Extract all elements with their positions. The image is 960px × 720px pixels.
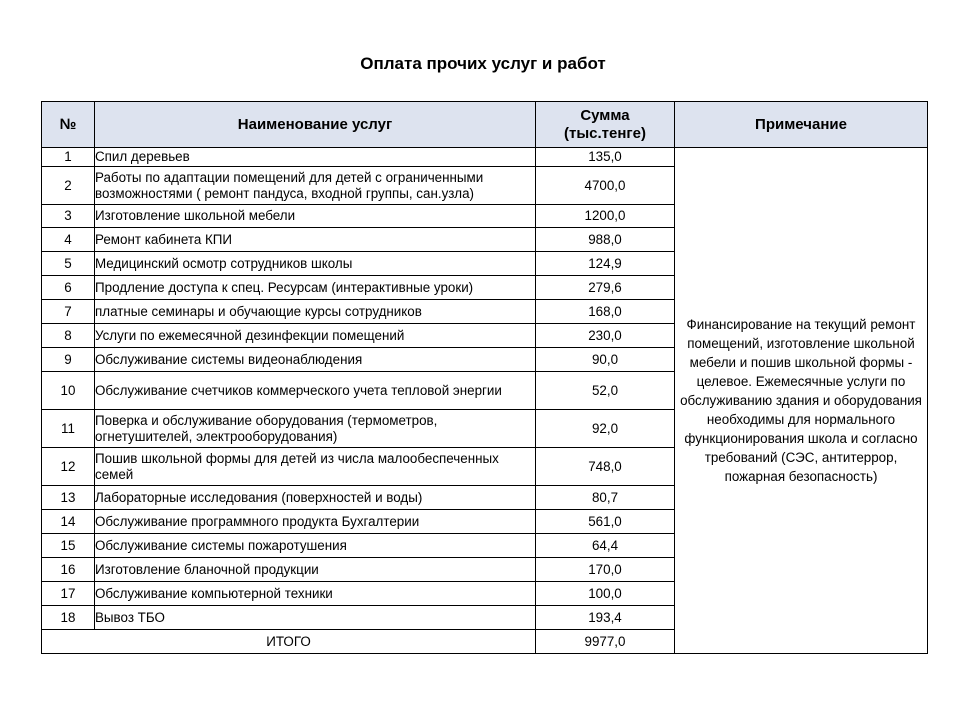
row-name: Обслуживание системы пожаротушения (95, 534, 536, 558)
row-sum: 124,9 (536, 252, 675, 276)
row-num: 7 (42, 300, 95, 324)
row-sum: 193,4 (536, 606, 675, 630)
row-name: Лабораторные исследования (поверхностей и воды) (95, 486, 536, 510)
row-num: 13 (42, 486, 95, 510)
row-num: 18 (42, 606, 95, 630)
row-sum: 80,7 (536, 486, 675, 510)
row-name: Медицинский осмотр сотрудников школы (95, 252, 536, 276)
row-name: Изготовление школьной мебели (95, 205, 536, 228)
row-name: Обслуживание счетчиков коммерческого учета тепловой энергии (95, 372, 536, 410)
row-num: 10 (42, 372, 95, 410)
row-num: 5 (42, 252, 95, 276)
row-name: Вывоз ТБО (95, 606, 536, 630)
row-sum: 52,0 (536, 372, 675, 410)
row-sum: 92,0 (536, 410, 675, 448)
total-sum: 9977,0 (536, 630, 675, 654)
row-sum: 561,0 (536, 510, 675, 534)
row-sum: 135,0 (536, 148, 675, 167)
row-sum: 1200,0 (536, 205, 675, 228)
table-header-row (42, 102, 928, 148)
row-sum: 90,0 (536, 348, 675, 372)
note-cell: Финансирование на текущий ремонт помещений, изготовление школьной мебели и пошив школьной формы - целевое. Ежемесячные услуги по обслуживанию здания и оборудования необходимы для нормального функционирования школа и согласно требований (СЭС, антитеррор, пожарная безопасность) (675, 148, 928, 654)
total-label: ИТОГО (42, 630, 536, 654)
row-num: 17 (42, 582, 95, 606)
header-name: Наименование услуг (95, 102, 536, 148)
row-name: Спил деревьев (95, 148, 536, 167)
row-sum: 279,6 (536, 276, 675, 300)
row-sum: 4700,0 (536, 167, 675, 205)
row-num: 12 (42, 448, 95, 486)
row-num: 14 (42, 510, 95, 534)
row-sum: 748,0 (536, 448, 675, 486)
row-name: Услуги по ежемесячной дезинфекции помещений (95, 324, 536, 348)
row-num: 6 (42, 276, 95, 300)
header-note: Примечание (675, 102, 928, 148)
row-num: 2 (42, 167, 95, 205)
row-num: 11 (42, 410, 95, 448)
table-row (42, 148, 928, 167)
row-name: платные семинары и обучающие курсы сотрудников (95, 300, 536, 324)
row-name: Обслуживание системы видеонаблюдения (95, 348, 536, 372)
row-num: 9 (42, 348, 95, 372)
header-sum-label: Сумма (тыс.тенге) (564, 106, 646, 142)
row-sum: 170,0 (536, 558, 675, 582)
row-num: 16 (42, 558, 95, 582)
row-num: 1 (42, 148, 95, 167)
row-sum: 168,0 (536, 300, 675, 324)
row-num: 15 (42, 534, 95, 558)
row-name: Обслуживание компьютерной техники (95, 582, 536, 606)
row-name: Обслуживание программного продукта Бухгалтерии (95, 510, 536, 534)
row-num: 3 (42, 205, 95, 228)
row-sum: 230,0 (536, 324, 675, 348)
row-num: 8 (42, 324, 95, 348)
row-num: 4 (42, 228, 95, 252)
row-name: Работы по адаптации помещений для детей с ограниченными возможностями ( ремонт пандуса, входной группы, сан.узла) (95, 167, 536, 205)
row-sum: 100,0 (536, 582, 675, 606)
row-name: Пошив школьной формы для детей из числа малообеспеченных семей (95, 448, 536, 486)
row-name: Продление доступа к спец. Ресурсам (интерактивные уроки) (95, 276, 536, 300)
page-title: Оплата прочих услуг и работ (360, 54, 606, 73)
row-name: Изготовление бланочной продукции (95, 558, 536, 582)
row-sum: 64,4 (536, 534, 675, 558)
row-sum: 988,0 (536, 228, 675, 252)
row-name: Ремонт кабинета КПИ (95, 228, 536, 252)
header-num: № (42, 102, 95, 148)
header-sum (536, 102, 675, 148)
services-table (41, 101, 928, 654)
row-name: Поверка и обслуживание оборудования (термометров, огнетушителей, электрооборудования) (95, 410, 536, 448)
